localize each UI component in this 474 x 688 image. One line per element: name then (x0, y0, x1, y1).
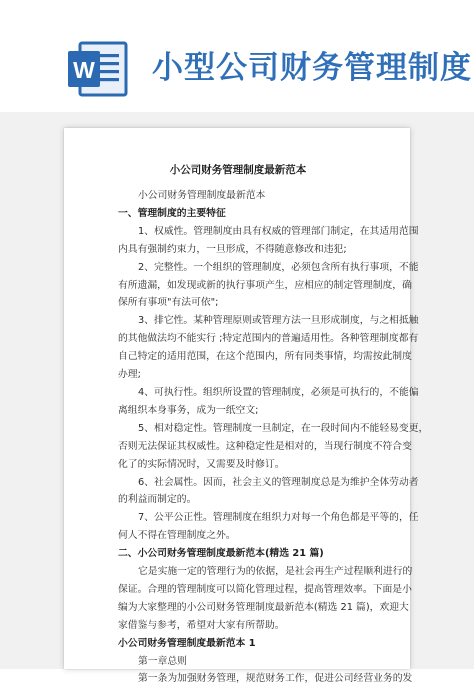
paragraph-line: 否则无法保证其权威性。这种稳定性是相对的，当现行制度不符合变 (118, 440, 412, 452)
subsection-heading: 小公司财务管理制度最新范本 1 (118, 637, 256, 649)
paragraph-line: 3、排它性。某种管理原则或管理方法一旦形成制度，与之相抵触 (138, 315, 419, 327)
paragraph-line: 5、相对稳定性。管理制度一旦制定，在一段时间内不能轻易变更， (138, 422, 429, 434)
paragraph-line: 6、社会属性。因而，社会主义的管理制度总是为维护全体劳动者 (138, 476, 419, 488)
paragraph-line: 化了的实际情况时，又需要及时修订。 (118, 458, 285, 470)
paragraph-line: 的其他做法均不能实行 ;特定范围内的普遍适用性。各种管理制度都有 (118, 333, 419, 345)
paragraph-line: 何人不得在管理制度之外。 (118, 530, 236, 542)
paragraph-line: 第一条为加强财务管理，规范财务工作，促进公司经营业务的发 (138, 673, 413, 685)
paragraph-line: 编为大家整理的小公司财务管理制度最新范本(精选 21 篇)，欢迎大 (118, 601, 409, 613)
paragraph-line: 它是实施一定的管理行为的依据，是社会再生产过程顺利进行的 (138, 566, 413, 578)
paragraph-line: 7、公平公正性。管理制度在组织力对每一个角色都是平等的，任 (138, 512, 419, 524)
paragraph-line: 离组织本身事务，成为一纸空文; (118, 404, 259, 416)
document-page (64, 128, 429, 685)
microsoft-word-icon (66, 37, 130, 101)
paragraph-line: 内具有强制约束力，一旦形成，不得随意修改和违犯; (118, 243, 347, 255)
document-title: 小公司财务管理制度最新范本 (169, 164, 307, 176)
header-banner (0, 0, 474, 112)
paragraph-line: 家借鉴与参考，希望对大家有所帮助。 (118, 619, 285, 631)
paragraph-line: 保证。合理的管理制度可以简化管理过程，提高管理效率。下面是小 (118, 583, 412, 595)
document-body (118, 162, 429, 688)
paragraph-line: 保所有事项"有法可依"; (118, 297, 219, 309)
paragraph-line: 1、权威性。管理制度由具有权威的管理部门制定，在其适用范围 (138, 225, 419, 237)
document-subtitle: 小公司财务管理制度最新范本 (138, 190, 266, 201)
paragraph-line: 2、完整性。一个组织的管理制度，必须包含所有执行事项，不能 (138, 261, 419, 273)
paragraph-line: 有所遗漏，如发现或新的执行事项产生，应相应的制定管理制度，确 (118, 279, 412, 291)
paragraph-line: 办理; (118, 369, 141, 381)
chapter-heading: 第一章总则 (138, 655, 187, 667)
page-title: 小型公司财务管理制度 (152, 50, 472, 86)
paragraph-line: 4、可执行性。组织所设置的管理制度，必须是可执行的，不能偏 (138, 386, 419, 398)
section-heading: 一、管理制度的主要特征 (118, 207, 226, 219)
paragraph-line: 自己特定的适用范围，在这个范围内，所有同类事情，均需按此制度 (118, 351, 412, 363)
section-heading: 二、小公司财务管理制度最新范本(精选 21 篇) (118, 548, 324, 560)
word-icon-letter: W (73, 57, 95, 83)
paragraph-line: 的利益而制定的。 (118, 494, 197, 506)
